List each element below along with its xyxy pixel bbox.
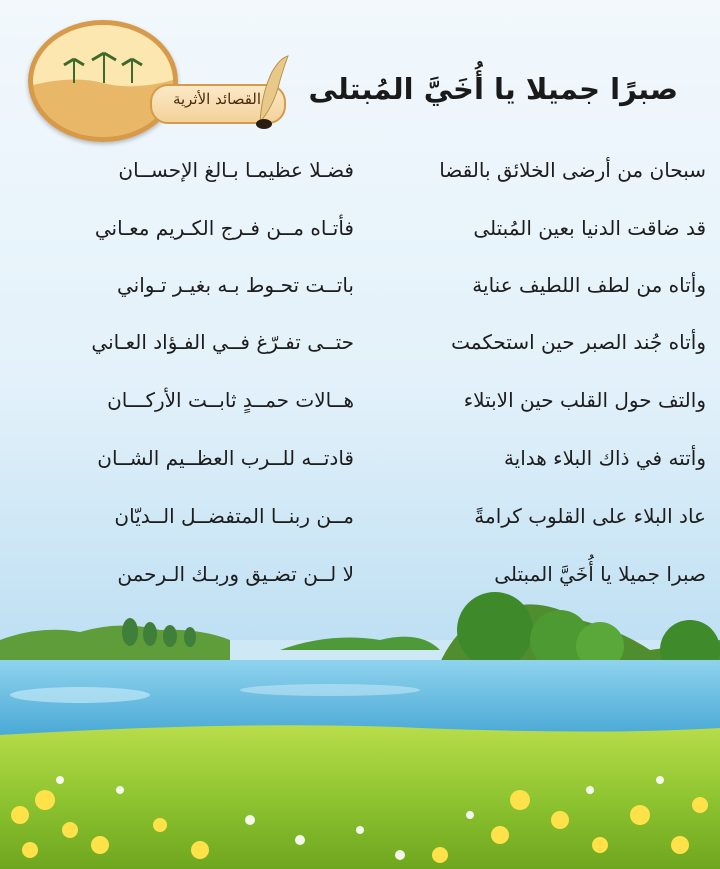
verse-right-4: وأتاه جُند الصبر حين استحكمت <box>451 330 706 354</box>
desert-oasis-icon <box>33 25 173 137</box>
verse-left-6: قادتــه للــرب العظــيم الشــان <box>97 446 354 470</box>
verse-right-1: سبحان من أرضى الخلائق بالقضا <box>439 158 706 182</box>
page-title: صبرًا جميلا يا أُخَيَّ المُبتلى <box>308 72 678 106</box>
verse-right-2: قد ضاقت الدنيا بعين المُبتلى <box>473 216 706 240</box>
verse-right-8: صبرا جميلا يا أُخَيَّ المبتلى <box>494 562 706 586</box>
verse-left-3: باتــت تحـوط بـه بغيـر تـواني <box>116 273 354 297</box>
verse-right-5: والتف حول القلب حين الابتلاء <box>463 388 706 412</box>
emblem-logo <box>28 20 178 142</box>
verse-left-1: فضـلا عظيمـا بـالغ الإحســان <box>118 158 354 182</box>
verse-right-7: عاد البلاء على القلوب كرامةً <box>474 504 706 528</box>
verse-right-3: وأتاه من لطف اللطيف عناية <box>472 273 706 297</box>
verse-left-7: مــن ربنــا المتفضــل الــديّان <box>114 504 354 528</box>
verse-left-2: فأتـاه مــن فـرج الكـريم معـاني <box>94 216 354 240</box>
verse-right-6: وأتته في ذاك البلاء هداية <box>503 446 706 470</box>
emblem-text: القصائد الأثرية <box>172 90 262 108</box>
verse-left-4: حتــى تفـرّغ فــي الفـؤاد العـاني <box>91 330 354 354</box>
verse-left-5: هــالات حمــدٍ ثابــت الأركـــان <box>107 388 354 412</box>
verse-left-8: لا لــن تضـيق وربـك الـرحمن <box>117 562 354 586</box>
feather-quill-icon <box>252 52 292 132</box>
